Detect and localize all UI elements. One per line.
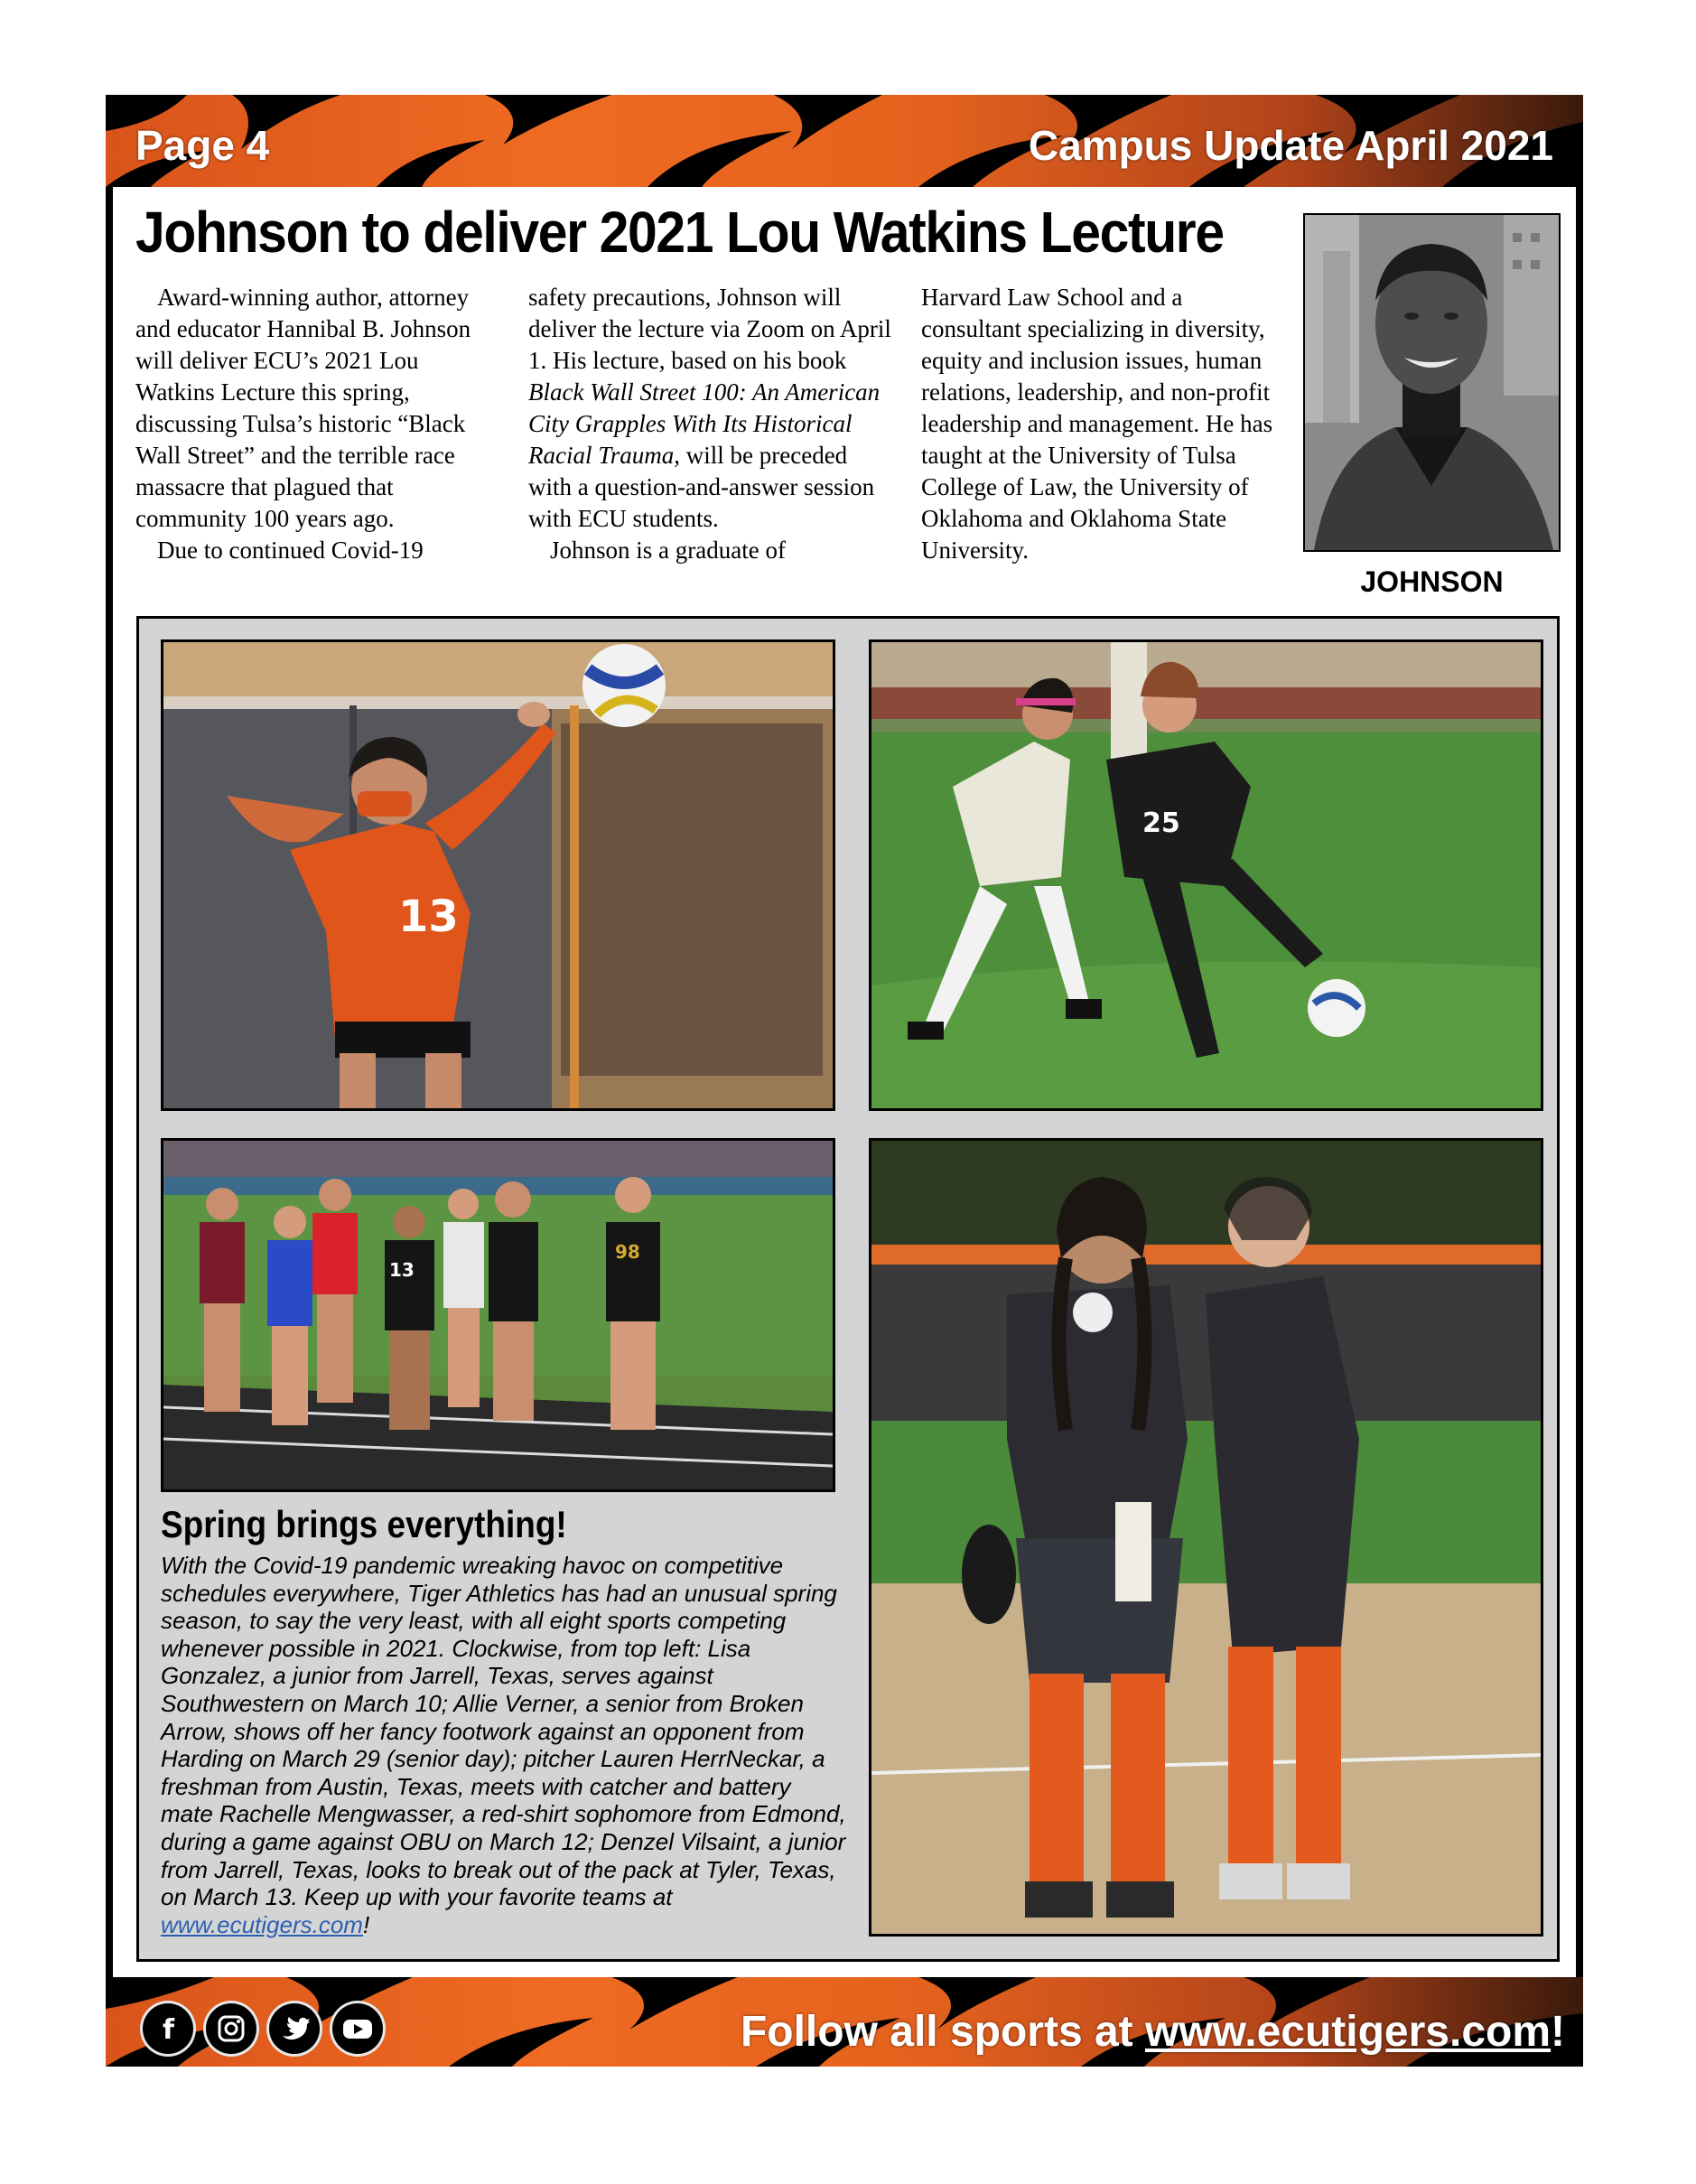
issue-title: Campus Update April 2021 <box>1028 122 1553 169</box>
follow-suffix: ! <box>1551 2008 1565 2056</box>
ecutigers-link[interactable]: www.ecutigers.com <box>161 1910 363 1938</box>
article-column-1 <box>135 282 501 566</box>
article-paragraph: Harvard Law School and a consultant specializing in diversity, equity and inclusion issues, human relations, leadership, and non-profit leadership and management. He has taught at the University of Tulsa College of Law, the University of Oklahoma and Oklahoma State University. <box>921 284 1273 564</box>
instagram-icon[interactable] <box>206 2003 256 2054</box>
book-title: Black Wall Street 100: An American City Grapples With Its Historical Racial Trauma <box>528 378 881 469</box>
caption-end: ! <box>362 1910 370 1938</box>
article-paragraph: Johnson is a graduate of <box>550 537 786 564</box>
caption-text: With the Covid-19 pandemic wreaking havoc on competitive schedules everywhere, Tiger Athletics has had an unusual spring season, to say the very least, with all eight sports competing whenever possible in 2021. Clockwise, from top left: Lisa Gonzalez, a junior from Jarrell, Texas, serves against Southwestern on March 10; Allie Verner, a senior from Broken Arrow, shows off her fancy footwork against an opponent from Harding on March 29 (senior day); pitcher Lauren HerrNeckar, a freshman from Austin, Texas, meets with catcher and battery mate Rachelle Mengwasser, a red-shirt sophomore from Edmond, during a game against OBU on March 12; Denzel Vilsaint, a junior from Jarrell, Texas, looks to break out of the pack at Tyler, Texas, on March 13. Keep up with your favorite teams at <box>161 1552 846 1911</box>
article-paragraph <box>528 282 894 535</box>
facebook-icon[interactable] <box>143 2003 193 2054</box>
article-paragraph: Award-winning author, attorney and educator Hannibal B. Johnson will deliver ECU’s 2021 Lou Watkins Lecture this spring, discussing Tulsa’s historic “Black Wall Street” and the terrible race massacre that plagued that community 100 years ago. <box>135 284 471 532</box>
article-text: safety precautions, Johnson will deliver the lecture via Zoom on April 1. His lecture, based on his book <box>528 284 891 374</box>
article-text: , will be preceded with a question-and-answer session with ECU students. <box>528 442 875 532</box>
article-paragraph: Due to continued Covid-19 <box>157 537 424 564</box>
volleyball-jersey-number: 13 <box>398 891 459 942</box>
follow-link[interactable]: www.ecutigers.com <box>1145 2008 1552 2056</box>
sports-feature-caption <box>161 1552 847 1938</box>
softball-photo <box>869 1138 1543 1937</box>
soccer-photo <box>869 639 1543 1111</box>
article-body <box>135 282 1291 607</box>
follow-prefix: Follow all sports at <box>740 2008 1145 2056</box>
soccer-jersey-number: 25 <box>1142 807 1180 839</box>
youtube-icon[interactable] <box>332 2003 383 2054</box>
sports-feature-title: Spring brings everything! <box>161 1503 567 1545</box>
facebook-glyph: f <box>163 2014 175 2044</box>
johnson-portrait <box>1303 213 1561 552</box>
article-column-3 <box>921 282 1287 566</box>
follow-banner <box>741 2007 1565 2057</box>
page-number: Page 4 <box>135 122 270 169</box>
track-bib-1: 13 <box>389 1259 415 1281</box>
article-column-2 <box>528 282 894 566</box>
track-bib-2: 98 <box>615 1241 640 1263</box>
volleyball-photo <box>161 639 835 1111</box>
track-photo <box>161 1138 835 1492</box>
article-headline: Johnson to deliver 2021 Lou Watkins Lecture <box>135 200 1224 265</box>
twitter-icon[interactable] <box>269 2003 320 2054</box>
portrait-caption: JOHNSON <box>1360 565 1504 598</box>
